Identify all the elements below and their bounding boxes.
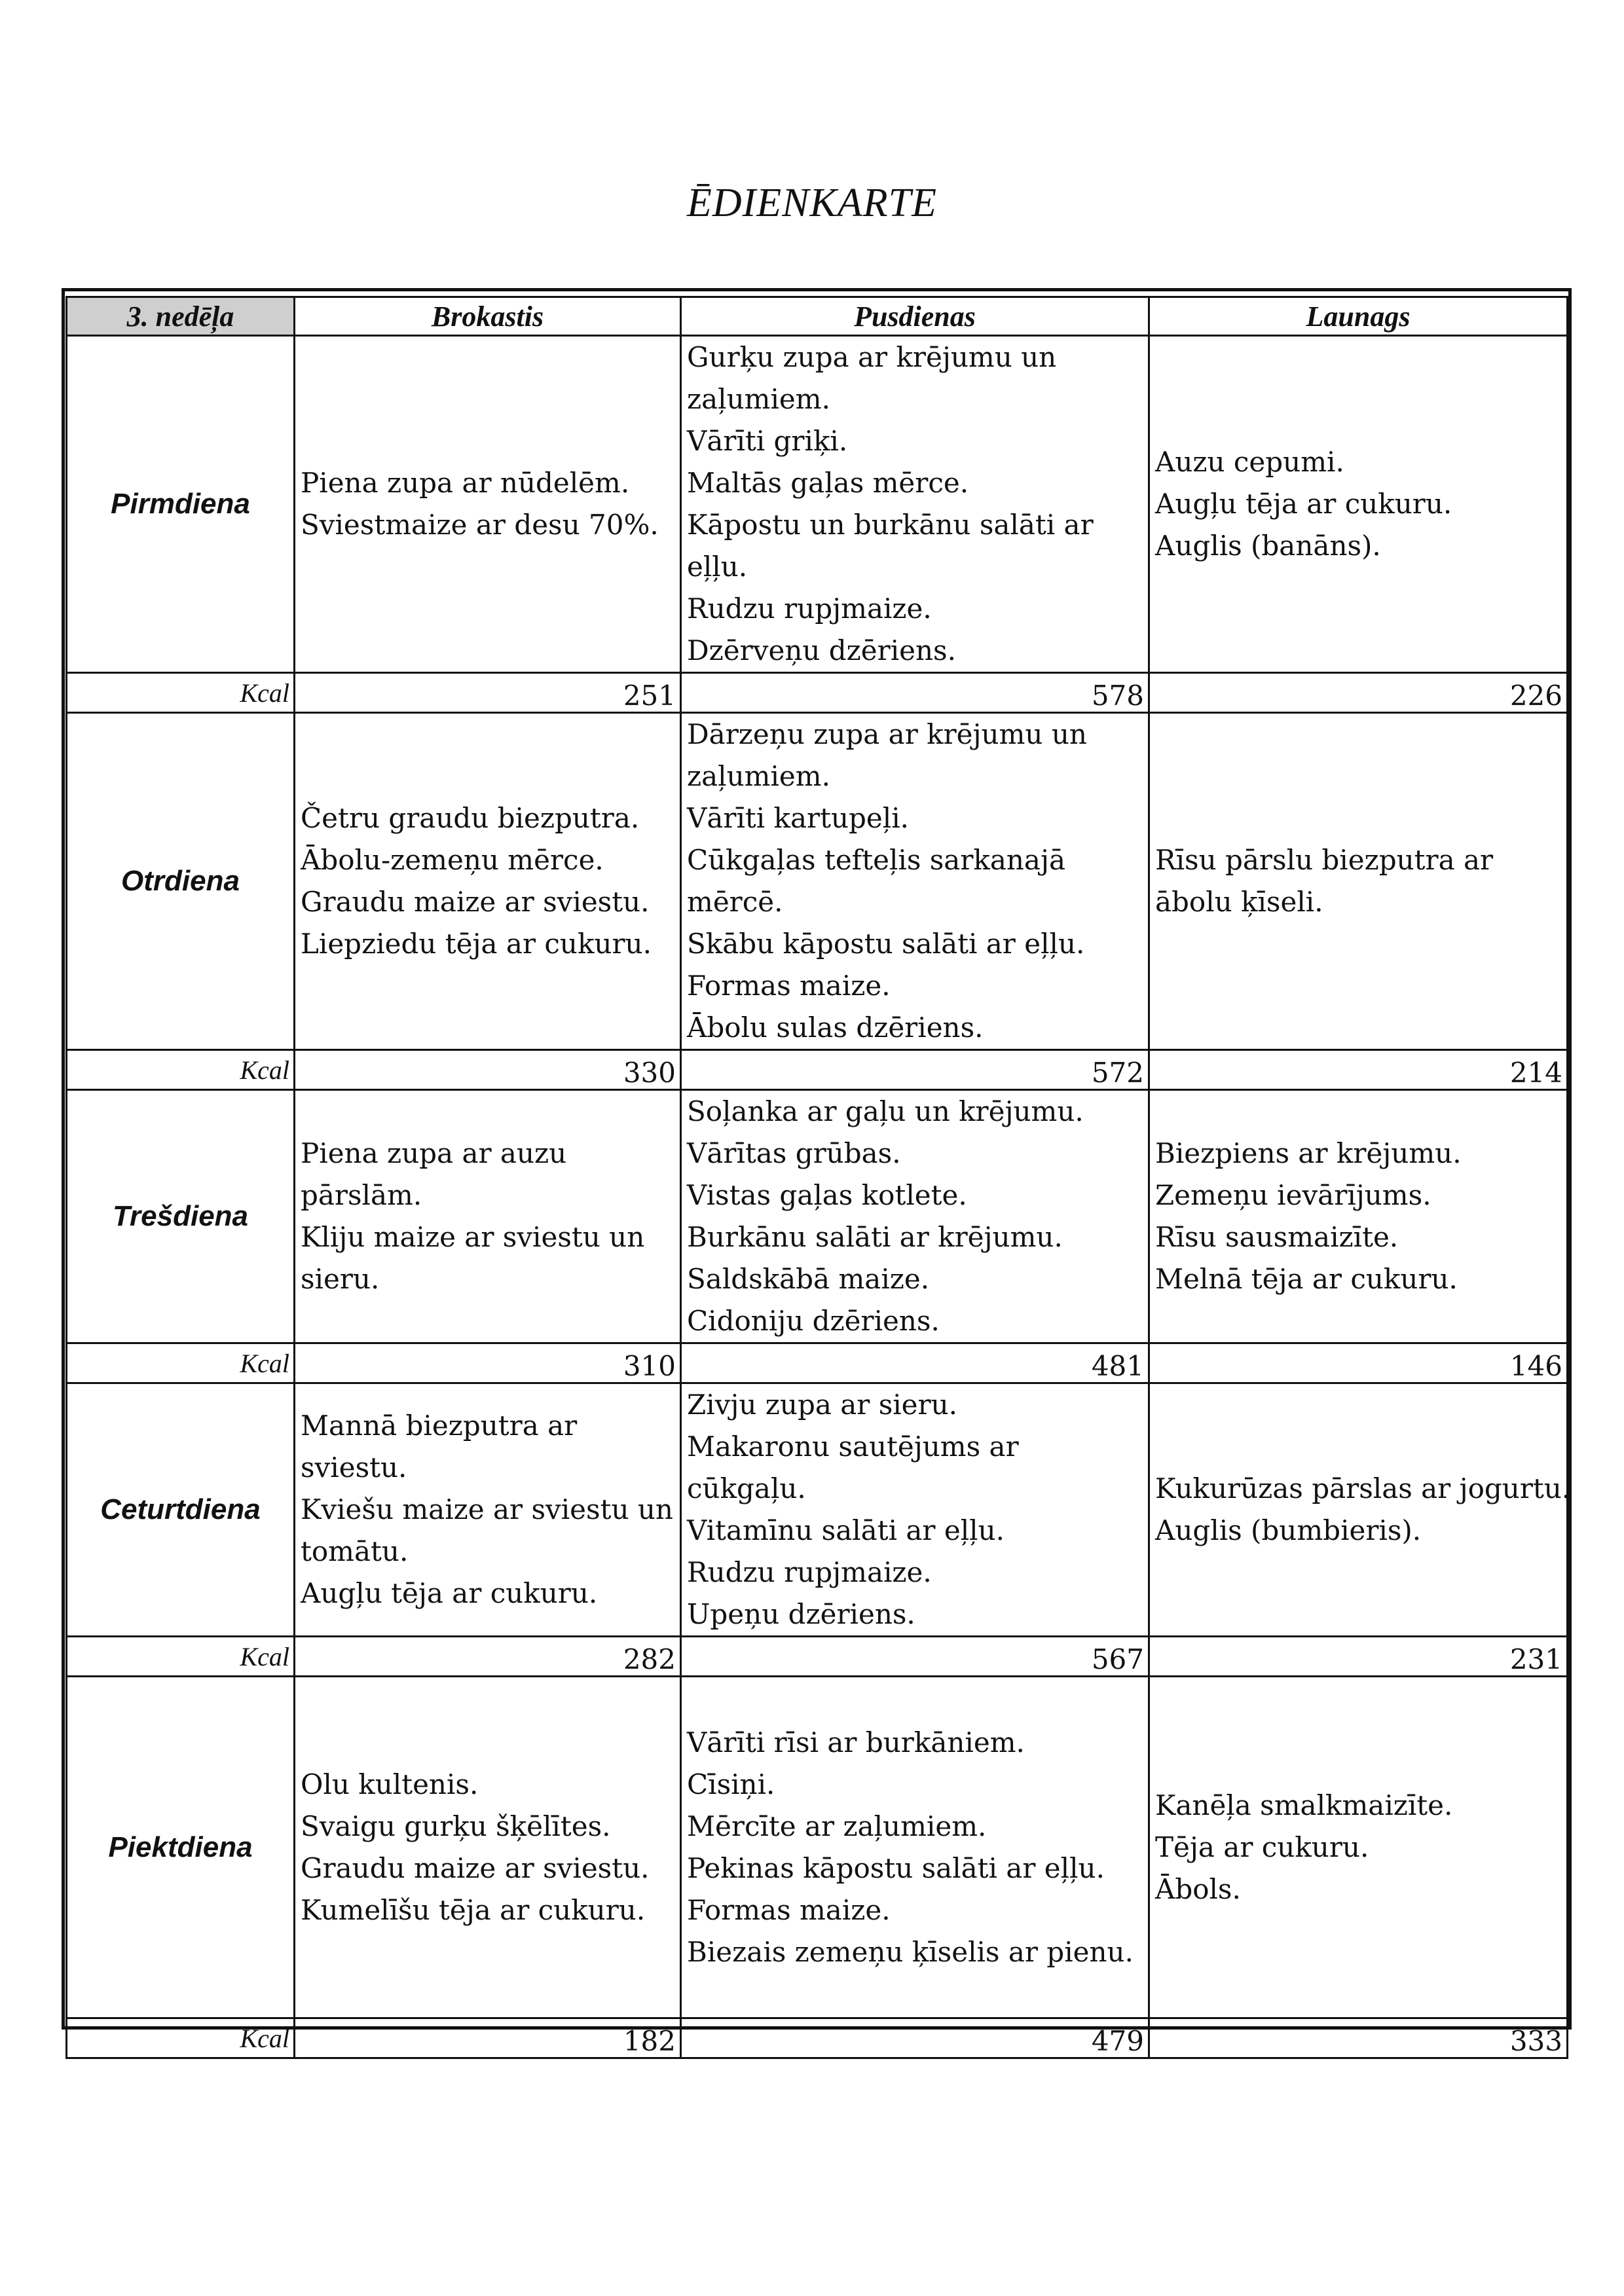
snack-cell bbox=[1149, 1090, 1568, 1343]
kcal-label: Kcal bbox=[67, 2018, 295, 2058]
lunch-item: zaļumiem. bbox=[687, 760, 830, 792]
breakfast-item: Olu kultenis. bbox=[301, 1768, 479, 1800]
lunch-item: Cidoniju dzēriens. bbox=[687, 1305, 940, 1337]
snack-item: ābolu ķīseli. bbox=[1155, 886, 1323, 918]
breakfast-kcal-value: 330 bbox=[295, 1050, 681, 1090]
lunch-item: Dārzeņu zupa ar krējumu un bbox=[687, 718, 1087, 750]
breakfast-header: Brokastis bbox=[295, 297, 681, 336]
breakfast-kcal-value: 182 bbox=[295, 2018, 681, 2058]
day-row bbox=[67, 1090, 1568, 1343]
lunch-kcal-value: 572 bbox=[681, 1050, 1149, 1090]
kcal-row bbox=[67, 1637, 1568, 1677]
breakfast-item: Svaigu gurķu šķēlītes. bbox=[301, 1810, 611, 1842]
snack-item: Tēja ar cukuru. bbox=[1155, 1831, 1369, 1863]
breakfast-item: Graudu maize ar sviestu. bbox=[301, 1851, 650, 1884]
lunch-item: Burkānu salāti ar krējumu. bbox=[687, 1221, 1063, 1253]
page-title: ĒDIENKARTE bbox=[687, 181, 937, 225]
week-header: 3. nedēļa bbox=[67, 297, 295, 336]
breakfast-cell bbox=[295, 1383, 681, 1637]
lunch-item: Pekinas kāpostu salāti ar eļļu. bbox=[687, 1851, 1105, 1884]
snack-item: Melnā tēja ar cukuru. bbox=[1155, 1263, 1458, 1295]
day-name: Otrdiena bbox=[67, 713, 295, 1050]
header-row bbox=[67, 297, 1568, 336]
lunch-item: Cīsiņi. bbox=[687, 1768, 775, 1800]
snack-kcal-value: 146 bbox=[1149, 1343, 1568, 1383]
kcal-label: Kcal bbox=[67, 1637, 295, 1677]
lunch-item: zaļumiem. bbox=[687, 383, 830, 415]
breakfast-item: pārslām. bbox=[301, 1179, 422, 1211]
lunch-item: Mērcīte ar zaļumiem. bbox=[687, 1810, 987, 1842]
kcal-row bbox=[67, 2018, 1568, 2058]
lunch-item: Cūkgaļas tefteļis sarkanajā bbox=[687, 844, 1066, 876]
breakfast-item: Kviešu maize ar sviestu un bbox=[301, 1493, 673, 1525]
lunch-item: Rudzu rupjmaize. bbox=[687, 592, 932, 625]
lunch-header: Pusdienas bbox=[681, 297, 1149, 336]
kcal-label: Kcal bbox=[67, 673, 295, 713]
snack-item: Augļu tēja ar cukuru. bbox=[1155, 488, 1452, 520]
snack-item: Rīsu sausmaizīte. bbox=[1155, 1221, 1399, 1253]
breakfast-item: Četru graudu biezputra. bbox=[301, 802, 640, 834]
snack-cell bbox=[1149, 1677, 1568, 2018]
lunch-item: cūkgaļu. bbox=[687, 1472, 806, 1504]
lunch-kcal-value: 567 bbox=[681, 1637, 1149, 1677]
snack-cell bbox=[1149, 336, 1568, 673]
lunch-item: Vitamīnu salāti ar eļļu. bbox=[687, 1514, 1005, 1546]
breakfast-cell bbox=[295, 1677, 681, 2018]
kcal-label: Kcal bbox=[67, 1343, 295, 1383]
snack-item: Ābols. bbox=[1155, 1872, 1241, 1905]
lunch-item: Kāpostu un burkānu salāti ar bbox=[687, 509, 1094, 541]
breakfast-item: Piena zupa ar auzu bbox=[301, 1137, 567, 1169]
snack-cell bbox=[1149, 1383, 1571, 1637]
lunch-item: Makaronu sautējums ar bbox=[687, 1430, 1019, 1463]
lunch-item: Formas maize. bbox=[687, 1893, 891, 1926]
day-row bbox=[67, 1383, 1568, 1637]
lunch-item: Vārīti rīsi ar burkāniem. bbox=[687, 1726, 1025, 1758]
breakfast-cell bbox=[295, 713, 681, 1050]
lunch-item: mērcē. bbox=[687, 886, 783, 918]
snack-item: Kanēļa smalkmaizīte. bbox=[1155, 1789, 1453, 1821]
kcal-row bbox=[67, 1050, 1568, 1090]
snack-item: Zemeņu ievārījums. bbox=[1155, 1179, 1431, 1211]
lunch-item: Vistas gaļas kotlete. bbox=[687, 1179, 967, 1211]
breakfast-item: Graudu maize ar sviestu. bbox=[301, 886, 650, 918]
lunch-item: Ābolu sulas dzēriens. bbox=[687, 1011, 984, 1044]
breakfast-item: Kliju maize ar sviestu un bbox=[301, 1221, 645, 1253]
breakfast-item: tomātu. bbox=[301, 1535, 409, 1567]
lunch-item: Zivju zupa ar sieru. bbox=[687, 1389, 958, 1421]
day-name: Pirmdiena bbox=[67, 336, 295, 673]
kcal-row bbox=[67, 1343, 1568, 1383]
menu-table bbox=[65, 296, 1571, 2059]
breakfast-item: sviestu. bbox=[301, 1451, 407, 1484]
breakfast-item: Kumelīšu tēja ar cukuru. bbox=[301, 1893, 646, 1926]
lunch-cell bbox=[681, 713, 1149, 1050]
lunch-kcal-value: 481 bbox=[681, 1343, 1149, 1383]
breakfast-item: Liepziedu tēja ar cukuru. bbox=[301, 928, 652, 960]
menu-body bbox=[67, 336, 1571, 2058]
lunch-item: Soļanka ar gaļu un krējumu. bbox=[687, 1095, 1084, 1127]
breakfast-item: sieru. bbox=[301, 1263, 380, 1295]
snack-item: Auzu cepumi. bbox=[1155, 446, 1344, 478]
lunch-kcal-value: 578 bbox=[681, 673, 1149, 713]
lunch-item: eļļu. bbox=[687, 551, 748, 583]
snack-cell bbox=[1149, 713, 1568, 1050]
lunch-kcal-value: 479 bbox=[681, 2018, 1149, 2058]
breakfast-cell bbox=[295, 336, 681, 673]
lunch-item: Vārīti kartupeļi. bbox=[687, 802, 909, 834]
lunch-item: Upeņu dzēriens. bbox=[687, 1598, 915, 1630]
lunch-item: Vārītas grūbas. bbox=[687, 1137, 901, 1169]
lunch-cell bbox=[681, 1383, 1149, 1637]
breakfast-kcal-value: 310 bbox=[295, 1343, 681, 1383]
lunch-item: Dzērveņu dzēriens. bbox=[687, 634, 956, 666]
lunch-item: Formas maize. bbox=[687, 970, 891, 1002]
lunch-item: Biezais zemeņu ķīselis ar pienu. bbox=[687, 1935, 1134, 1968]
snack-kcal-value: 231 bbox=[1149, 1637, 1568, 1677]
breakfast-item: Augļu tēja ar cukuru. bbox=[301, 1577, 598, 1609]
day-row bbox=[67, 1677, 1568, 2018]
snack-item: Kukurūzas pārslas ar jogurtu. bbox=[1155, 1472, 1571, 1504]
lunch-cell bbox=[681, 336, 1149, 673]
snack-item: Auglis (bumbieris). bbox=[1155, 1514, 1422, 1546]
lunch-item: Skābu kāpostu salāti ar eļļu. bbox=[687, 928, 1085, 960]
kcal-label: Kcal bbox=[67, 1050, 295, 1090]
breakfast-item: Sviestmaize ar desu 70%. bbox=[301, 509, 659, 541]
day-row bbox=[67, 336, 1568, 673]
breakfast-item: Mannā biezputra ar bbox=[301, 1410, 578, 1442]
lunch-item: Gurķu zupa ar krējumu un bbox=[687, 341, 1057, 373]
day-name: Ceturtdiena bbox=[67, 1383, 295, 1637]
snack-kcal-value: 333 bbox=[1149, 2018, 1568, 2058]
snack-item: Rīsu pārslu biezputra ar bbox=[1155, 844, 1494, 876]
lunch-cell bbox=[681, 1677, 1149, 2018]
breakfast-kcal-value: 282 bbox=[295, 1637, 681, 1677]
lunch-item: Maltās gaļas mērce. bbox=[687, 467, 969, 499]
kcal-row bbox=[67, 673, 1568, 713]
lunch-item: Saldskābā maize. bbox=[687, 1263, 930, 1295]
day-row bbox=[67, 713, 1568, 1050]
breakfast-item: Piena zupa ar nūdelēm. bbox=[301, 467, 630, 499]
lunch-item: Vārīti griķi. bbox=[687, 425, 848, 457]
breakfast-kcal-value: 251 bbox=[295, 673, 681, 713]
day-name: Trešdiena bbox=[67, 1090, 295, 1343]
breakfast-cell bbox=[295, 1090, 681, 1343]
snack-kcal-value: 226 bbox=[1149, 673, 1568, 713]
snack-header: Launags bbox=[1149, 297, 1568, 336]
snack-kcal-value: 214 bbox=[1149, 1050, 1568, 1090]
lunch-cell bbox=[681, 1090, 1149, 1343]
day-name: Piektdiena bbox=[67, 1677, 295, 2018]
snack-item: Auglis (banāns). bbox=[1155, 530, 1381, 562]
breakfast-item: Ābolu-zemeņu mērce. bbox=[301, 844, 604, 876]
snack-item: Biezpiens ar krējumu. bbox=[1155, 1137, 1462, 1169]
lunch-item: Rudzu rupjmaize. bbox=[687, 1556, 932, 1588]
